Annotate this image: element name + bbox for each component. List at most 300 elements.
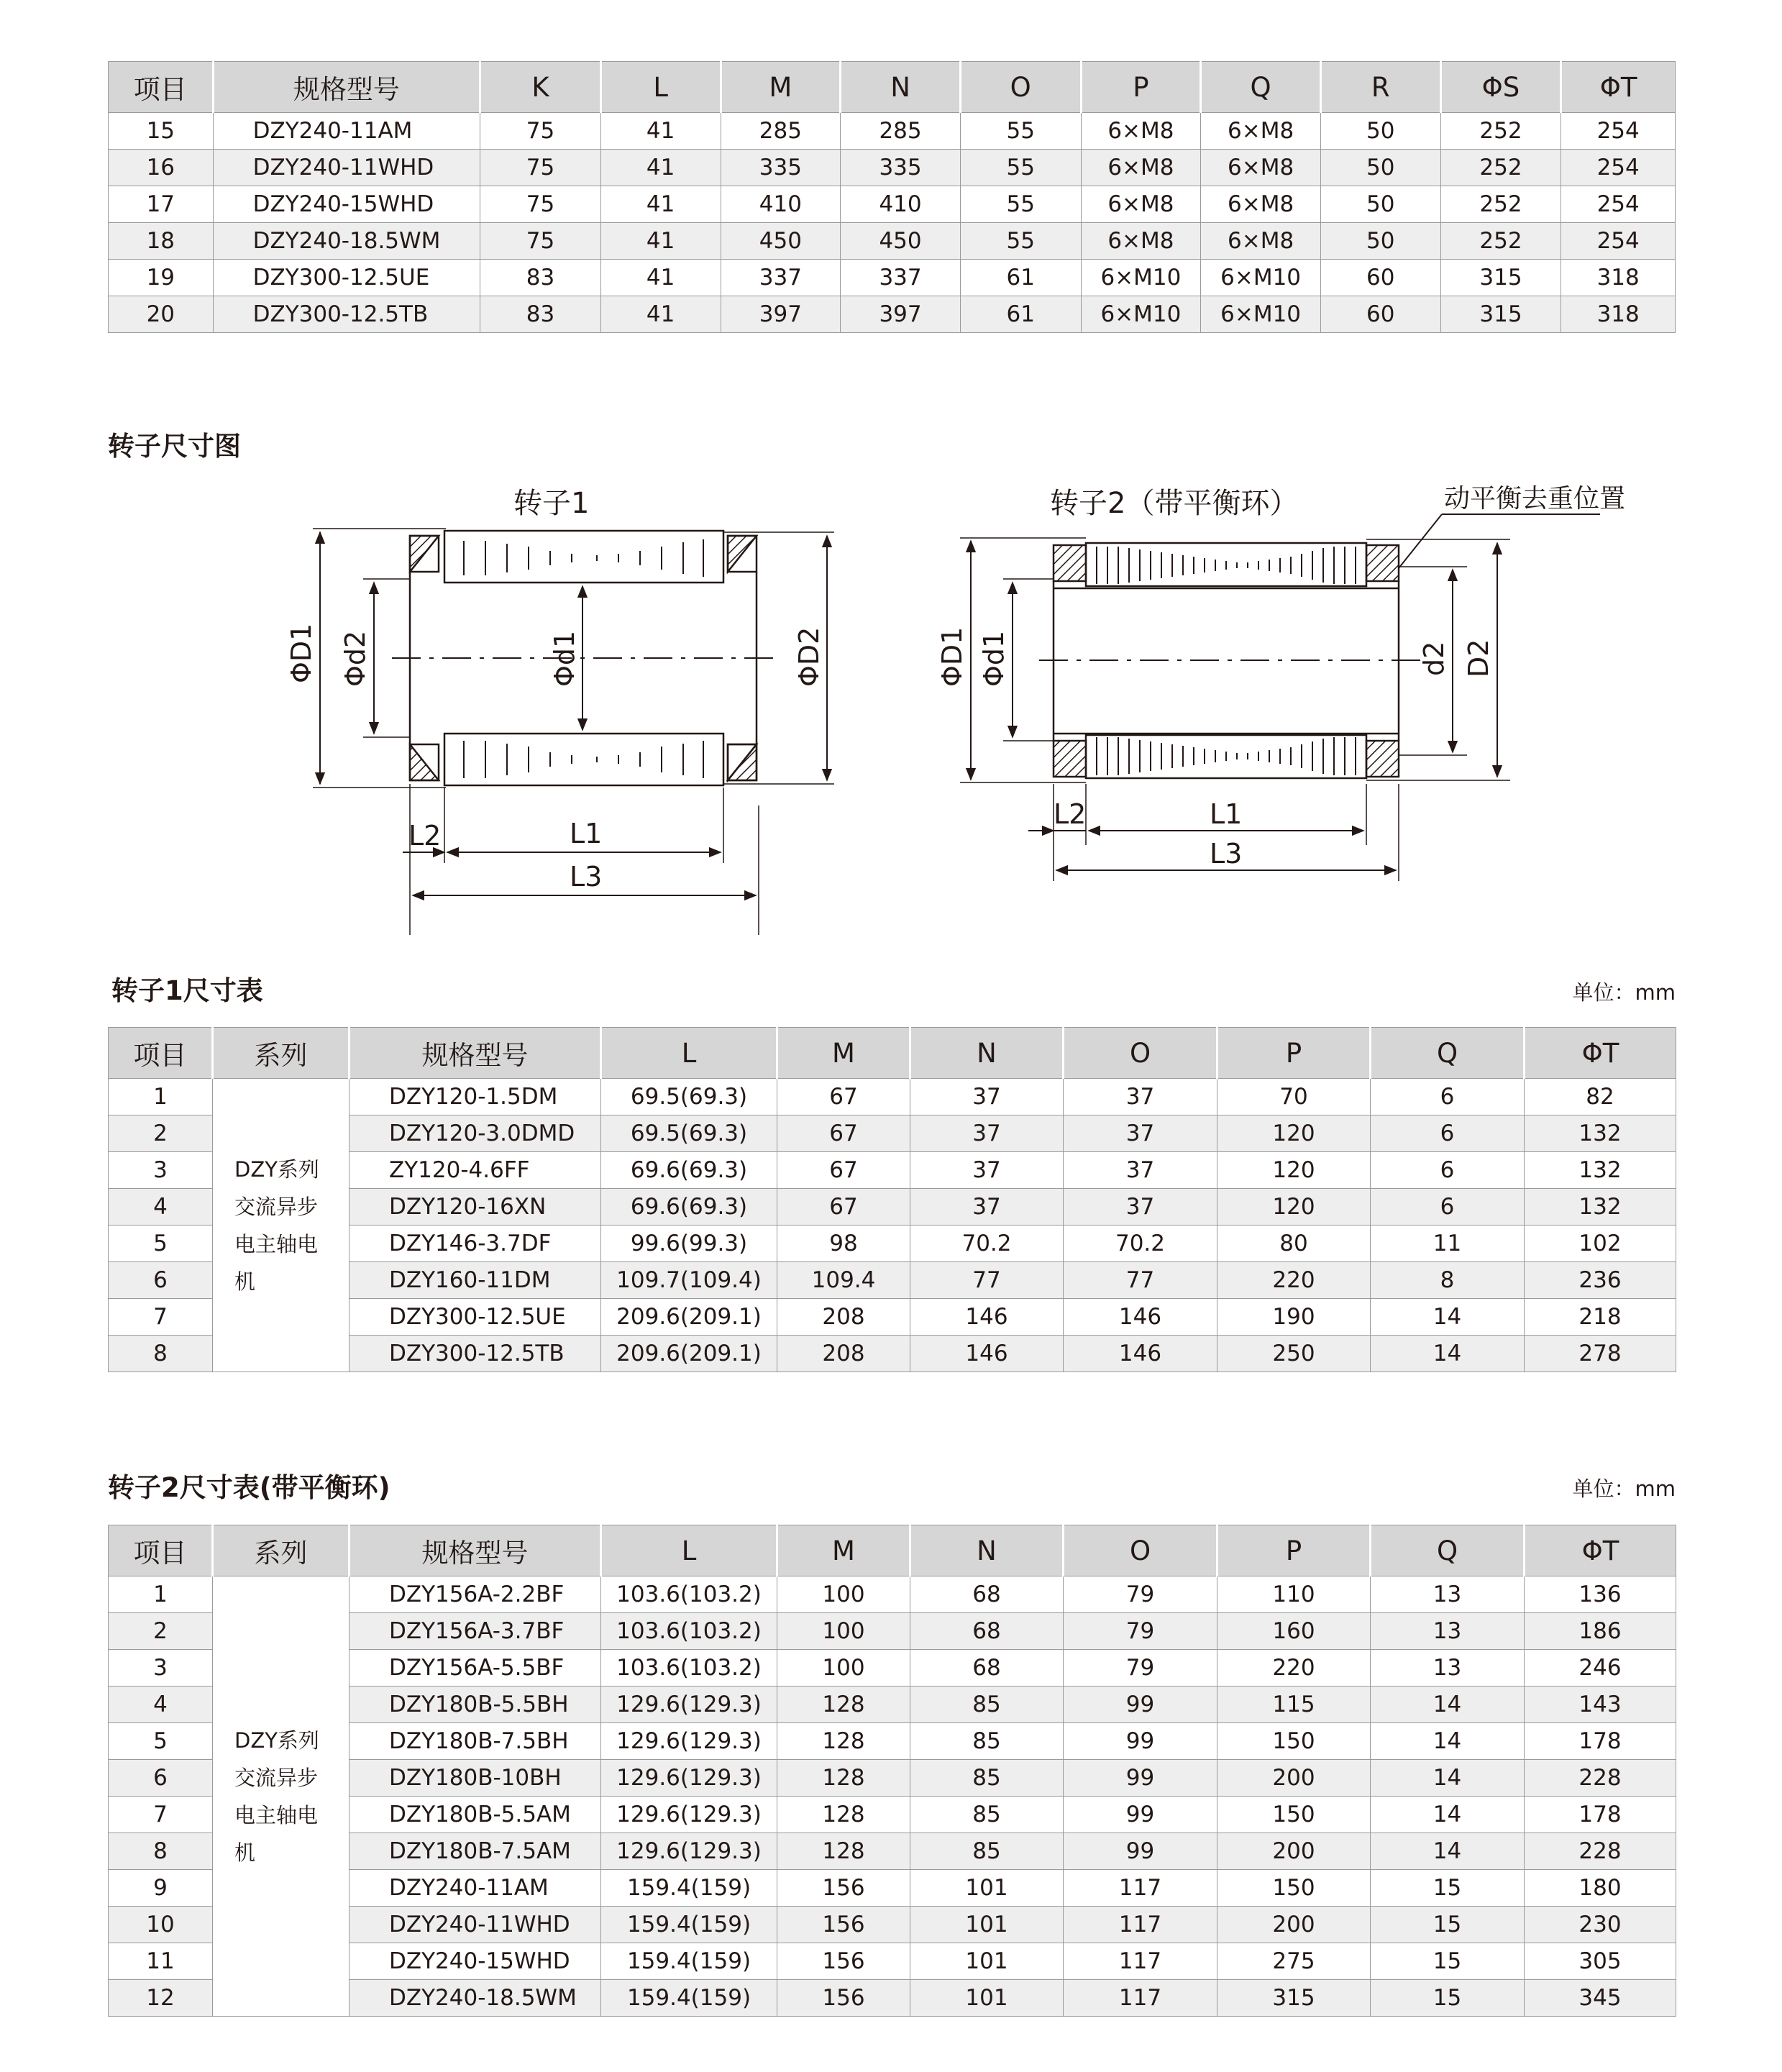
rotor1-label-d1: Φd1 (549, 630, 580, 687)
table-cell: 8 (1371, 1262, 1525, 1299)
table-cell: 6×M10 (1201, 260, 1321, 296)
unit-label-rotor1: 单位：mm (1572, 980, 1676, 1005)
table-cell: 103.6(103.2) (601, 1650, 777, 1687)
table-cell: 129.6(129.3) (601, 1797, 777, 1833)
table-cell: 41 (600, 296, 721, 333)
rotor2-label-d1: Φd1 (978, 630, 1010, 687)
column-header: M (777, 1525, 910, 1576)
table-cell: 15 (109, 113, 214, 150)
table-cell: 156 (777, 1980, 910, 2017)
rotor-dimension-drawing (0, 0, 1782, 949)
table-cell: 75 (480, 113, 601, 150)
series-line: 电主轴电 (234, 1802, 319, 1827)
table-cell: 110 (1217, 1576, 1371, 1613)
table-cell: 6×M8 (1081, 150, 1201, 186)
table-cell: 1 (109, 1576, 213, 1613)
rotor2-label-D2: D2 (1463, 639, 1494, 677)
table-cell: 77 (910, 1262, 1064, 1299)
table-cell: 14 (1371, 1723, 1525, 1760)
table-cell: 209.6(209.1) (601, 1336, 777, 1372)
table-cell: 450 (841, 223, 961, 260)
table-cell: 41 (600, 113, 721, 150)
table-cell: DZY240-11AM (213, 113, 480, 150)
table-cell: DZY240-18.5WM (349, 1980, 601, 2017)
table-cell: DZY300-12.5UE (213, 260, 480, 296)
table-cell: 37 (910, 1115, 1064, 1152)
table-cell: 83 (480, 296, 601, 333)
table-cell: 6×M8 (1081, 186, 1201, 223)
table-cell: 12 (109, 1980, 213, 2017)
table-cell: 79 (1064, 1576, 1217, 1613)
table-cell: 208 (777, 1299, 910, 1336)
table-cell: 1 (109, 1079, 213, 1115)
table-cell: 15 (1371, 1980, 1525, 2017)
column-header: 规格型号 (213, 62, 480, 113)
column-header: O (1064, 1028, 1217, 1079)
table-cell: 129.6(129.3) (601, 1833, 777, 1870)
table-cell: 252 (1440, 223, 1561, 260)
table-cell: 252 (1440, 150, 1561, 186)
column-header: 项目 (109, 1525, 213, 1576)
table-cell: 20 (109, 296, 214, 333)
section-title-rotor1-table: 转子1尺寸表 (111, 975, 263, 1006)
column-header: Q (1201, 62, 1321, 113)
table-cell: 120 (1217, 1115, 1371, 1152)
table-cell: 318 (1561, 296, 1676, 333)
table-cell: 101 (910, 1907, 1064, 1943)
table-cell: 6×M8 (1201, 113, 1321, 150)
table-cell: 61 (960, 296, 1081, 333)
series-line: DZY系列 (234, 1156, 319, 1182)
table-cell: 132 (1525, 1189, 1676, 1226)
table-cell: 156 (777, 1943, 910, 1980)
table-cell: 67 (777, 1189, 910, 1226)
column-header: M (721, 62, 841, 113)
table-cell: 37 (910, 1189, 1064, 1226)
table-cell: 70.2 (1064, 1226, 1217, 1262)
table-cell: 345 (1525, 1980, 1676, 2017)
column-header: P (1081, 62, 1201, 113)
table-cell: 14 (1371, 1687, 1525, 1723)
table-cell: 120 (1217, 1152, 1371, 1189)
table-cell: 250 (1217, 1336, 1371, 1372)
table-cell: 68 (910, 1576, 1064, 1613)
table-cell: 70 (1217, 1079, 1371, 1115)
table-cell: 397 (721, 296, 841, 333)
table-cell: 128 (777, 1723, 910, 1760)
table-cell: 117 (1064, 1870, 1217, 1907)
table-cell: DZY300-12.5TB (349, 1336, 601, 1372)
table-cell: 79 (1064, 1650, 1217, 1687)
rotor2-diagram-title: 转子2（带平衡环） (1050, 487, 1299, 520)
table-cell: 99 (1064, 1760, 1217, 1797)
table-cell: DZY180B-7.5AM (349, 1833, 601, 1870)
table-cell: 315 (1217, 1980, 1371, 2017)
table-cell: 254 (1561, 150, 1676, 186)
table-cell: 129.6(129.3) (601, 1760, 777, 1797)
table-cell: 200 (1217, 1760, 1371, 1797)
table-row (109, 1576, 1676, 1613)
table-cell: 85 (910, 1687, 1064, 1723)
table-cell: 115 (1217, 1687, 1371, 1723)
table-cell: 178 (1525, 1797, 1676, 1833)
table-cell: 117 (1064, 1907, 1217, 1943)
table-cell: 6 (1371, 1189, 1525, 1226)
table-cell: 17 (109, 186, 214, 223)
column-header: N (910, 1525, 1064, 1576)
table-cell: 55 (960, 113, 1081, 150)
table-cell: 6×M8 (1201, 186, 1321, 223)
table-cell: 150 (1217, 1870, 1371, 1907)
table-cell: 8 (109, 1833, 213, 1870)
table-row (109, 1079, 1676, 1115)
table-cell: DZY160-11DM (349, 1262, 601, 1299)
table-cell: DZY156A-3.7BF (349, 1613, 601, 1650)
table-cell: 50 (1320, 186, 1440, 223)
table-cell: 450 (721, 223, 841, 260)
table-cell: 285 (841, 113, 961, 150)
rotor2-label-L1: L1 (1210, 798, 1243, 830)
table-cell: 315 (1440, 260, 1561, 296)
table-cell: 156 (777, 1870, 910, 1907)
table-cell: DZY120-1.5DM (349, 1079, 601, 1115)
table-cell: 98 (777, 1226, 910, 1262)
table-cell: 7 (109, 1299, 213, 1336)
column-header: N (841, 62, 961, 113)
table-cell: 50 (1320, 113, 1440, 150)
table-cell: 100 (777, 1650, 910, 1687)
table-cell: DZY240-11AM (349, 1870, 601, 1907)
table-cell: DZY120-3.0DMD (349, 1115, 601, 1152)
column-header: 项目 (109, 62, 214, 113)
rotor1-label-d2: Φd2 (339, 630, 371, 687)
section-title-rotor2-table: 转子2尺寸表(带平衡环) (108, 1472, 390, 1503)
table-cell: 83 (480, 260, 601, 296)
table-cell: DZY180B-7.5BH (349, 1723, 601, 1760)
table-cell: 85 (910, 1833, 1064, 1870)
table-cell: 3 (109, 1152, 213, 1189)
table-cell: 11 (1371, 1226, 1525, 1262)
column-header: 规格型号 (349, 1525, 601, 1576)
table-cell: 252 (1440, 186, 1561, 223)
rotor2-label-d2: d2 (1418, 641, 1450, 676)
table-cell: 305 (1525, 1943, 1676, 1980)
table-cell: 69.6(69.3) (601, 1152, 777, 1189)
rotor2-label-L3: L3 (1210, 838, 1243, 870)
table-cell: 129.6(129.3) (601, 1723, 777, 1760)
table-cell: DZY240-18.5WM (213, 223, 480, 260)
table-cell: 61 (960, 260, 1081, 296)
table-cell: 109.7(109.4) (601, 1262, 777, 1299)
table-cell: 77 (1064, 1262, 1217, 1299)
column-header: K (480, 62, 601, 113)
column-header: P (1217, 1028, 1371, 1079)
table-cell: 103.6(103.2) (601, 1576, 777, 1613)
table-cell: 6×M8 (1081, 113, 1201, 150)
table-cell: 101 (910, 1943, 1064, 1980)
table-cell: 101 (910, 1980, 1064, 2017)
table-cell: 254 (1561, 223, 1676, 260)
table-cell: 14 (1371, 1833, 1525, 1870)
unit-label-rotor2: 单位：mm (1572, 1477, 1676, 1501)
table-cell: 14 (1371, 1760, 1525, 1797)
table-cell: 99 (1064, 1723, 1217, 1760)
table-cell: 128 (777, 1797, 910, 1833)
table-cell: 146 (910, 1299, 1064, 1336)
table-cell: 128 (777, 1833, 910, 1870)
table-cell: 37 (1064, 1152, 1217, 1189)
series-cell (213, 1079, 349, 1372)
table-cell: 156 (777, 1907, 910, 1943)
column-header: Q (1371, 1525, 1525, 1576)
table-cell: DZY180B-5.5AM (349, 1797, 601, 1833)
table-cell: 101 (910, 1870, 1064, 1907)
table-cell: 335 (841, 150, 961, 186)
table-cell: 117 (1064, 1980, 1217, 2017)
table-cell: 50 (1320, 223, 1440, 260)
table-cell: 70.2 (910, 1226, 1064, 1262)
table-cell: 236 (1525, 1262, 1676, 1299)
table-cell: 41 (600, 150, 721, 186)
rotor1-diagram-title: 转子1 (513, 487, 590, 520)
table-cell: DZY156A-5.5BF (349, 1650, 601, 1687)
table-cell: 50 (1320, 150, 1440, 186)
table-cell: 37 (1064, 1189, 1217, 1226)
table-cell: 128 (777, 1687, 910, 1723)
series-line: DZY系列 (234, 1728, 319, 1753)
table-cell: 4 (109, 1687, 213, 1723)
table-cell: 150 (1217, 1723, 1371, 1760)
spec-table-rotor1 (108, 1027, 1676, 1372)
rotor1-label-L1: L1 (570, 818, 603, 849)
table-cell: 37 (910, 1152, 1064, 1189)
table-cell: 14 (1371, 1299, 1525, 1336)
table-cell: 37 (1064, 1115, 1217, 1152)
rotor2-callout-balance-position: 动平衡去重位置 (1444, 484, 1626, 514)
table-cell: 99 (1064, 1797, 1217, 1833)
table-cell: 69.6(69.3) (601, 1189, 777, 1226)
column-header: ΦT (1525, 1525, 1676, 1576)
section-title-rotor-diagram: 转子尺寸图 (108, 431, 241, 462)
column-header: O (1064, 1525, 1217, 1576)
column-header: Q (1371, 1028, 1525, 1079)
table-cell: 6 (1371, 1079, 1525, 1115)
table-cell: 159.4(159) (601, 1943, 777, 1980)
table-cell: DZY240-15WHD (349, 1943, 601, 1980)
table-cell: 337 (841, 260, 961, 296)
table-cell: DZY300-12.5UE (349, 1299, 601, 1336)
table-cell: DZY156A-2.2BF (349, 1576, 601, 1613)
table-cell: 315 (1440, 296, 1561, 333)
column-header: R (1320, 62, 1440, 113)
table-cell: 102 (1525, 1226, 1676, 1262)
column-header: ΦT (1561, 62, 1676, 113)
table-cell: 6 (109, 1262, 213, 1299)
series-line: 机 (234, 1840, 256, 1865)
table-cell: 14 (1371, 1336, 1525, 1372)
table-cell: 67 (777, 1115, 910, 1152)
series-cell (213, 1576, 349, 2017)
table-cell: 55 (960, 186, 1081, 223)
table-cell: 2 (109, 1115, 213, 1152)
table-cell: 335 (721, 150, 841, 186)
table-header-row (109, 1028, 1676, 1079)
table-cell: 68 (910, 1650, 1064, 1687)
table-cell: 13 (1371, 1650, 1525, 1687)
table-cell: 99 (1064, 1687, 1217, 1723)
table-cell: 15 (1371, 1870, 1525, 1907)
table-cell: 200 (1217, 1907, 1371, 1943)
rotor2-dimension-labels (936, 484, 1625, 870)
column-header: N (910, 1028, 1064, 1079)
column-header: 项目 (109, 1028, 213, 1079)
table-cell: 103.6(103.2) (601, 1613, 777, 1650)
rotor2-label-L2: L2 (1054, 798, 1087, 830)
table-cell: 252 (1440, 113, 1561, 150)
column-header: 系列 (213, 1028, 349, 1079)
table-cell: 178 (1525, 1723, 1676, 1760)
table-cell: DZY180B-10BH (349, 1760, 601, 1797)
table-cell: 150 (1217, 1797, 1371, 1833)
table-cell: 75 (480, 150, 601, 186)
table-cell: 85 (910, 1797, 1064, 1833)
table-cell: 6 (109, 1760, 213, 1797)
rotor1-label-D2: ΦD2 (793, 626, 825, 687)
table-cell: 60 (1320, 296, 1440, 333)
table-cell: 13 (1371, 1576, 1525, 1613)
table-cell: 75 (480, 223, 601, 260)
table-cell: 397 (841, 296, 961, 333)
table-cell: 209.6(209.1) (601, 1299, 777, 1336)
table-cell: 85 (910, 1723, 1064, 1760)
table-cell: 67 (777, 1079, 910, 1115)
table-cell: 19 (109, 260, 214, 296)
table-cell: 100 (777, 1576, 910, 1613)
table-cell: 208 (777, 1336, 910, 1372)
table-cell: DZY180B-5.5BH (349, 1687, 601, 1723)
table-cell: 80 (1217, 1226, 1371, 1262)
table-cell: 4 (109, 1189, 213, 1226)
rotor2-label-D1: ΦD1 (936, 626, 968, 687)
table-cell: 254 (1561, 113, 1676, 150)
table-cell: 100 (777, 1613, 910, 1650)
table-cell: 5 (109, 1226, 213, 1262)
table-cell: 143 (1525, 1687, 1676, 1723)
table-cell: 6×M10 (1081, 296, 1201, 333)
table-cell: 136 (1525, 1576, 1676, 1613)
table-cell: 200 (1217, 1833, 1371, 1870)
table-cell: 99.6(99.3) (601, 1226, 777, 1262)
table-cell: 37 (910, 1079, 1064, 1115)
table-cell: 218 (1525, 1299, 1676, 1336)
table-cell: 337 (721, 260, 841, 296)
column-header: P (1217, 1525, 1371, 1576)
table-cell: 228 (1525, 1833, 1676, 1870)
table-cell: 6 (1371, 1115, 1525, 1152)
table-cell: 68 (910, 1613, 1064, 1650)
table-cell: 6×M8 (1201, 150, 1321, 186)
table-cell: 410 (841, 186, 961, 223)
table-cell: 146 (910, 1336, 1064, 1372)
table-cell: 82 (1525, 1079, 1676, 1115)
table-cell: 3 (109, 1650, 213, 1687)
table-cell: 120 (1217, 1189, 1371, 1226)
table-cell: 79 (1064, 1613, 1217, 1650)
table-cell: 128 (777, 1760, 910, 1797)
table-cell: 6×M10 (1081, 260, 1201, 296)
table-cell: DZY120-16XN (349, 1189, 601, 1226)
table-cell: 16 (109, 150, 214, 186)
column-header: L (600, 62, 721, 113)
series-line: 交流异步 (234, 1194, 319, 1219)
table-cell: 159.4(159) (601, 1907, 777, 1943)
table-cell: 129.6(129.3) (601, 1687, 777, 1723)
table-cell: 67 (777, 1152, 910, 1189)
table-cell: 6×M10 (1201, 296, 1321, 333)
table-cell: 37 (1064, 1079, 1217, 1115)
table-cell: 230 (1525, 1907, 1676, 1943)
column-header: O (960, 62, 1081, 113)
table-cell: 109.4 (777, 1262, 910, 1299)
table-cell: 2 (109, 1613, 213, 1650)
table-cell: 190 (1217, 1299, 1371, 1336)
table-cell: 8 (109, 1336, 213, 1372)
table-cell: 9 (109, 1870, 213, 1907)
rotor1-label-L2: L2 (408, 820, 442, 852)
series-line: 交流异步 (234, 1765, 319, 1790)
table-cell: 146 (1064, 1336, 1217, 1372)
table-cell: 186 (1525, 1613, 1676, 1650)
table-cell: 220 (1217, 1262, 1371, 1299)
series-line: 电主轴电 (234, 1231, 319, 1256)
table-cell: 6×M8 (1081, 223, 1201, 260)
table-cell: 159.4(159) (601, 1870, 777, 1907)
table-cell: 410 (721, 186, 841, 223)
table-cell: 246 (1525, 1650, 1676, 1687)
table-cell: 228 (1525, 1760, 1676, 1797)
table-cell: DZY240-11WHD (213, 150, 480, 186)
table-cell: DZY240-11WHD (349, 1907, 601, 1943)
table-cell: 7 (109, 1797, 213, 1833)
table-cell: 160 (1217, 1613, 1371, 1650)
rotor1-label-L3: L3 (570, 861, 603, 893)
table-cell: 55 (960, 150, 1081, 186)
column-header: 规格型号 (349, 1028, 601, 1079)
table-cell: 15 (1371, 1943, 1525, 1980)
table-cell: 117 (1064, 1943, 1217, 1980)
table-cell: 18 (109, 223, 214, 260)
table-cell: 220 (1217, 1650, 1371, 1687)
table-cell: 285 (721, 113, 841, 150)
spec-table-rotor2 (108, 1525, 1676, 2017)
table-cell: 132 (1525, 1115, 1676, 1152)
table-cell: DZY240-15WHD (213, 186, 480, 223)
rotor1-label-D1: ΦD1 (285, 623, 317, 683)
table-cell: 159.4(159) (601, 1980, 777, 2017)
column-header: L (601, 1525, 777, 1576)
table-cell: 41 (600, 260, 721, 296)
column-header: 系列 (213, 1525, 349, 1576)
table-cell: 41 (600, 186, 721, 223)
table-cell: 11 (109, 1943, 213, 1980)
table-cell: 69.5(69.3) (601, 1079, 777, 1115)
table-cell: 14 (1371, 1797, 1525, 1833)
table-cell: 254 (1561, 186, 1676, 223)
table-cell: 318 (1561, 260, 1676, 296)
table-cell: 180 (1525, 1870, 1676, 1907)
table-cell: 69.5(69.3) (601, 1115, 777, 1152)
table-cell: 60 (1320, 260, 1440, 296)
